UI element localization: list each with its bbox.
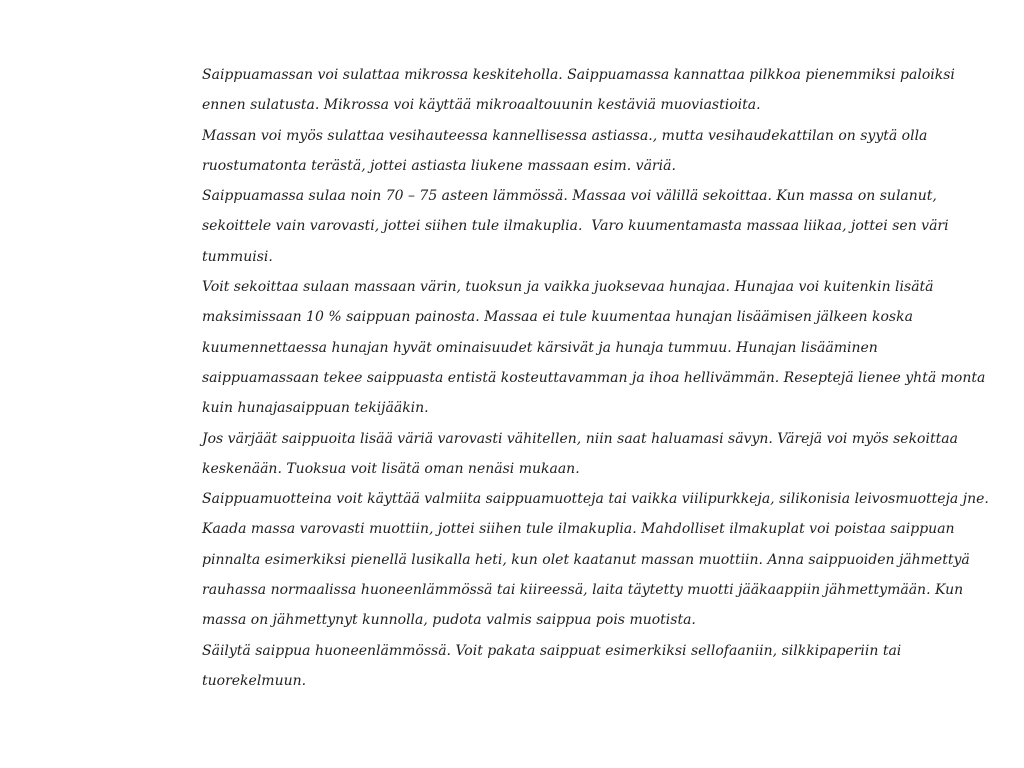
text-line: ennen sulatusta. Mikrossa voi käyttää mikroaaltouunin kestäviä muoviastioita. [202,97,761,114]
text-line: Jos värjäät saippuoita lisää väriä varovasti vähitellen, niin saat haluamasi sävyn. Värejä voi myös sekoittaa [202,430,958,447]
text-line: keskenään. Tuoksua voit lisätä oman nenäsi mukaan. [202,460,580,477]
text-line: kuin hunajasaippuan tekijääkin. [202,400,429,417]
text-line: massa on jähmettynyt kunnolla, pudota valmis saippua pois muotista. [202,612,696,629]
text-line: Voit sekoittaa sulaan massaan värin, tuoksun ja vaikka juoksevaa hunajaa. Hunajaa voi kuitenkin lisätä [202,279,934,296]
text-line: tuorekelmuun. [202,672,307,689]
text-line: pinnalta esimerkiksi pienellä lusikalla heti, kun olet kaatanut massan muottiin. Anna saippuoiden jähmettyä [202,551,970,568]
text-line: saippuamassaan tekee saippuasta entistä kosteuttavamman ja ihoa hellivämmän. Reseptejä lienee yhtä monta [202,369,986,386]
text-line: Saippuamassan voi sulattaa mikrossa keskiteholla. Saippuamassa kannattaa pilkkoa pienemmiksi paloiksi [202,67,955,83]
text-line: rauhassa normaalissa huoneenlämmössä tai kiireessä, laita täytetty muotti jääkaappiin jähmettymään. Kun [202,582,964,599]
text-line: sekoittele vain varovasti, jottei siihen tule ilmakuplia. Varo kuumentamasta massaa liikaa, jottei sen väri [202,218,949,235]
text-line: Saippuamassa sulaa noin 70 – 75 asteen lämmössä. Massaa voi välillä sekoittaa. Kun massa on sulanut, [202,188,937,205]
text-line: ruostumatonta terästä, jottei astiasta liukene massaan esim. väriä. [202,157,676,174]
text-line: Massan voi myös sulattaa vesihauteessa kannellisessa astiassa., mutta vesihaudekattilan on syytä olla [202,127,928,144]
text-line: Saippuamuotteina voit käyttää valmiita saippuamuotteja tai vaikka viilipurkkeja, silikonisia leivosmuotteja jne. [202,491,989,508]
text-line: Kaada massa varovasti muottiin, jottei siihen tule ilmakuplia. Mahdolliset ilmakuplat voi poistaa saippuan [202,521,955,538]
text-line: Säilytä saippua huoneenlämmössä. Voit pakata saippuat esimerkiksi sellofaaniin, silkkipaperiin tai [202,642,902,659]
text-line: tummuisi. [202,248,273,265]
document-body [202,60,989,696]
text-line: kuumennettaessa hunajan hyvät ominaisuudet kärsivät ja hunaja tummuu. Hunajan lisääminen [202,339,878,356]
text-line: maksimissaan 10 % saippuan painosta. Massaa ei tule kuumentaa hunajan lisäämisen jälkeen koska [202,309,913,326]
